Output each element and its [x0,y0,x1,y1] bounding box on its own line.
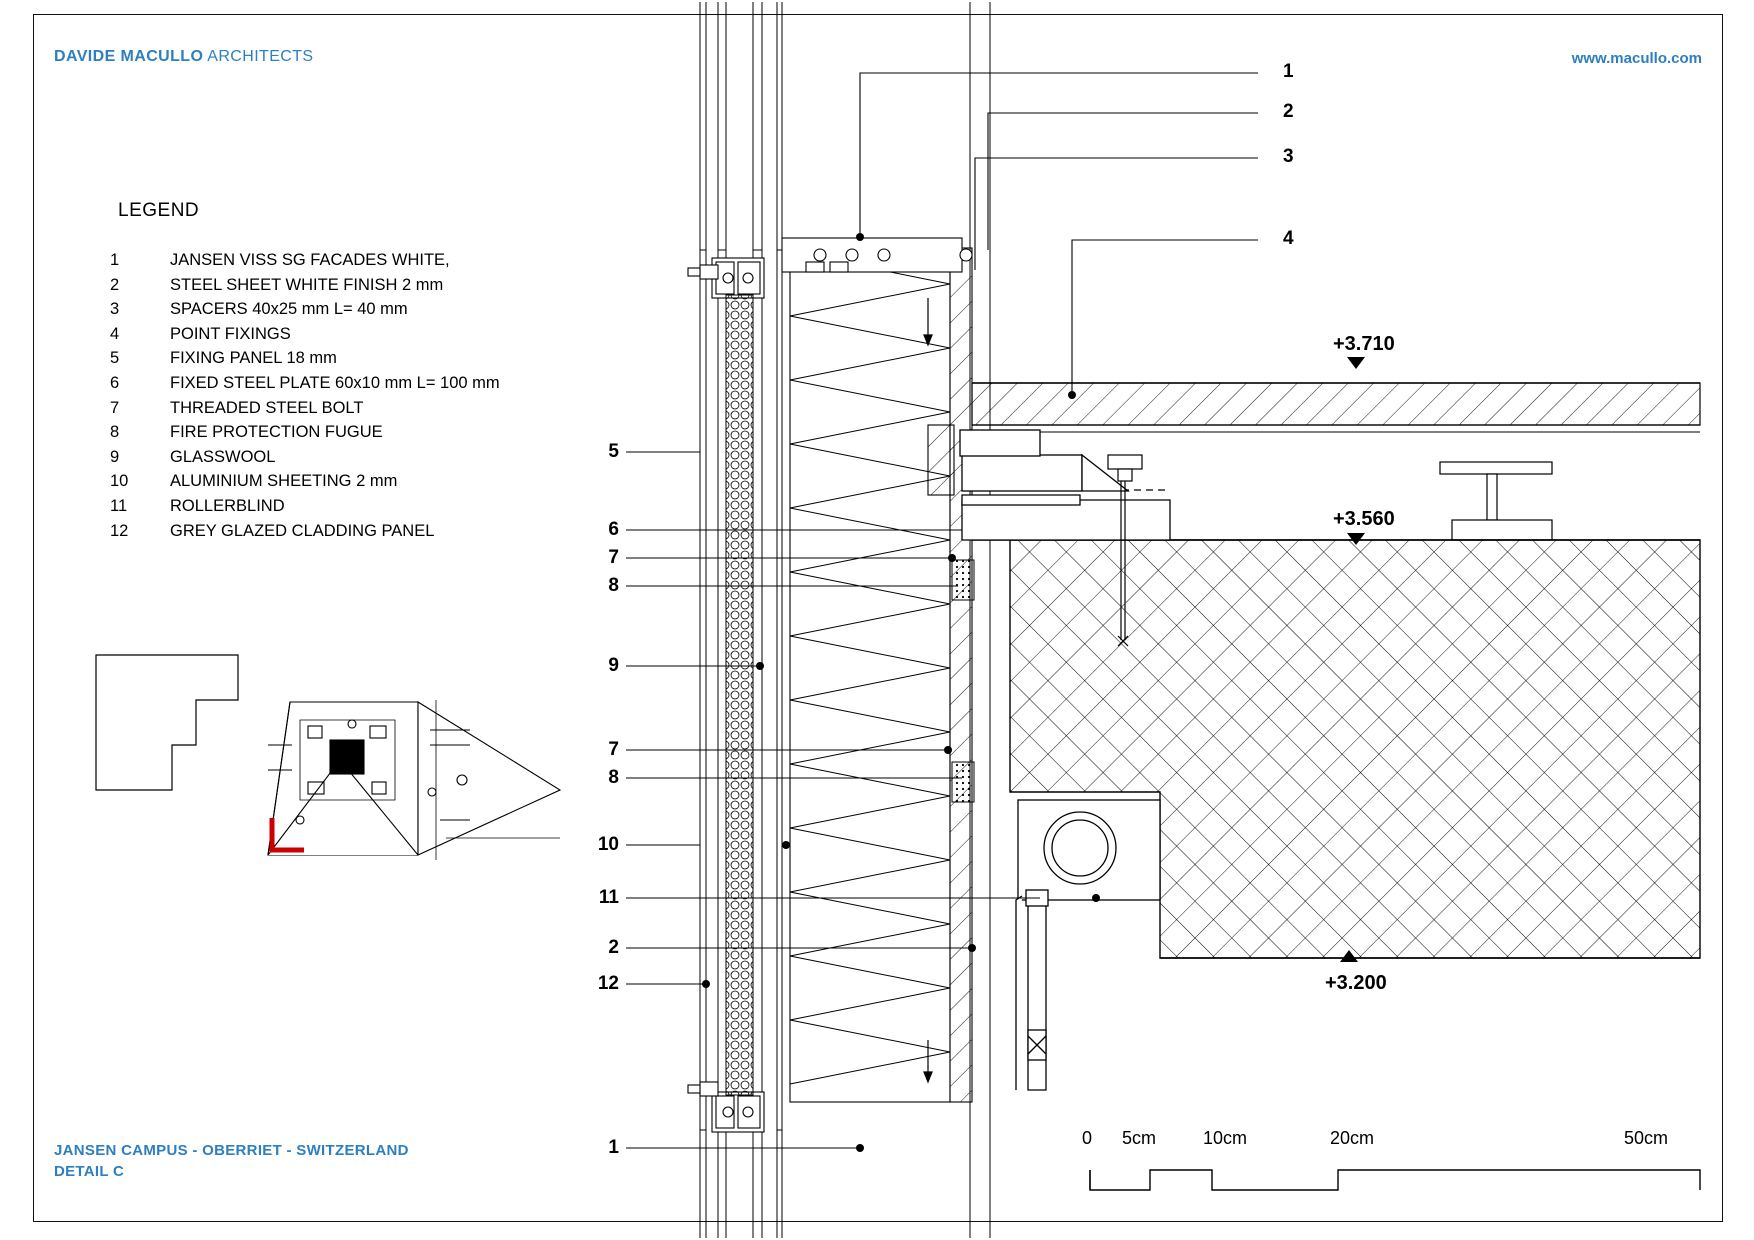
callout-number-1b: 1 [608,1137,619,1158]
callout-number-2b: 2 [608,937,619,958]
callout-number-2: 2 [1283,101,1294,122]
callout-number-12: 12 [597,973,619,994]
callout-number-4: 4 [1283,228,1294,249]
legend-item-number: 7 [110,398,120,417]
scale-tick-10cm: 10cm [1203,1128,1248,1148]
project-title: JANSEN CAMPUS - OBERRIET - SWITZERLAND [54,1142,409,1159]
legend-item-label: POINT FIXINGS [170,324,291,343]
level-marker-3200 [1340,950,1358,962]
callout-number-11: 11 [598,887,619,908]
scale-tick-5cm: 5cm [1122,1128,1157,1148]
legend-item-number: 4 [110,324,120,343]
detail-title: DETAIL C [54,1163,125,1180]
callout-number-1: 1 [1283,61,1294,82]
legend-item-label: SPACERS 40x25 mm L= 40 mm [170,300,408,319]
callout-number-6: 6 [608,519,619,540]
brand-name-bold: DAVIDE MACULLO [54,48,204,65]
legend-item-number: 1 [110,251,120,269]
legend-item-label: FIXING PANEL 18 mm [170,349,337,368]
level-label-3200: +3.200 [1325,972,1387,994]
legend-item-label: FIRE PROTECTION FUGUE [170,423,383,442]
legend-item-label: THREADED STEEL BOLT [170,398,364,417]
legend-item-label: JANSEN VISS SG FACADES WHITE, [170,251,450,269]
legend-item-number: 10 [110,472,129,491]
legend-title: LEGEND [118,200,200,221]
legend-item-number: 9 [110,447,120,466]
legend-item-number: 3 [110,300,120,319]
callout-number-7a: 7 [608,547,619,568]
drawing-title-block [54,1140,409,1182]
scale-tick-0: 0 [1082,1128,1093,1148]
scale-tick-20cm: 20cm [1330,1128,1375,1148]
level-marker-3710 [1347,357,1365,369]
callout-number-9: 9 [608,655,619,676]
legend-item-label: ROLLERBLIND [170,496,285,515]
legend-item-label: GLASSWOOL [170,447,276,466]
level-label-3710: +3.710 [1333,333,1395,355]
legend-item-number: 2 [110,275,120,294]
scale-bar-graphic [1090,1170,1700,1190]
scale-tick-50cm: 50cm [1624,1128,1669,1148]
legend-item-number: 11 [110,496,128,515]
legend-item-number: 5 [110,349,120,368]
level-marker-3560 [1347,533,1365,545]
callout-number-7b: 7 [608,739,619,760]
legend-item-label: GREY GLAZED CLADDING PANEL [170,521,435,540]
brand-name-light: ARCHITECTS [207,48,314,65]
level-label-3560: +3.560 [1333,508,1395,530]
callout-number-10: 10 [597,834,619,855]
callout-number-8a: 8 [608,575,619,596]
legend-item-number: 8 [110,423,120,442]
legend-item-number: 12 [110,521,129,540]
callout-number-5: 5 [608,441,619,462]
website-url: www.macullo.com [1571,50,1702,67]
legend-item-label: ALUMINIUM SHEETING 2 mm [170,472,398,491]
callout-number-8b: 8 [608,767,619,788]
legend-item-label: FIXED STEEL PLATE 60x10 mm L= 100 mm [170,373,500,392]
callout-number-3: 3 [1283,146,1294,167]
legend-item-number: 6 [110,373,120,392]
legend-item-label: STEEL SHEET WHITE FINISH 2 mm [170,275,444,294]
